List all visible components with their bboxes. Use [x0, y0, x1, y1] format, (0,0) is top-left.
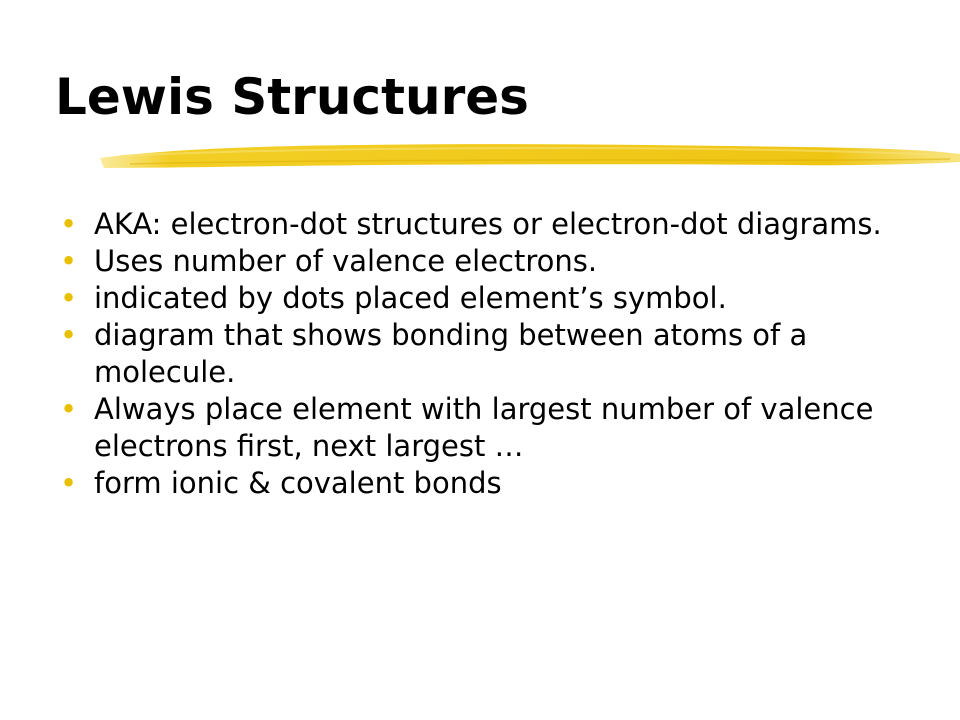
bullet-item [60, 206, 900, 243]
bullet-marker: • [60, 392, 78, 426]
highlighter-stroke [100, 128, 960, 180]
bullet-text: Always place element with largest number of valence electrons first, next largest … [94, 392, 874, 463]
bullet-marker: • [60, 318, 78, 352]
bullet-item [60, 243, 900, 280]
bullet-text: AKA: electron-dot structures or electron-dot diagrams. [94, 207, 882, 241]
bullet-text: Uses number of valence electrons. [94, 244, 598, 278]
bullet-list [60, 206, 900, 502]
bullet-marker: • [60, 207, 78, 241]
bullet-text: indicated by dots placed element’s symbol. [94, 281, 727, 315]
bullet-marker: • [60, 244, 78, 278]
bullet-item [60, 465, 900, 502]
bullet-marker: • [60, 466, 78, 500]
bullet-text: diagram that shows bonding between atoms of a molecule. [94, 318, 808, 389]
bullet-marker: • [60, 281, 78, 315]
slide-title: Lewis Structures [55, 68, 529, 126]
bullet-text: form ionic & covalent bonds [94, 466, 502, 500]
bullet-item [60, 280, 900, 317]
bullet-item [60, 391, 900, 465]
bullet-item [60, 317, 900, 391]
